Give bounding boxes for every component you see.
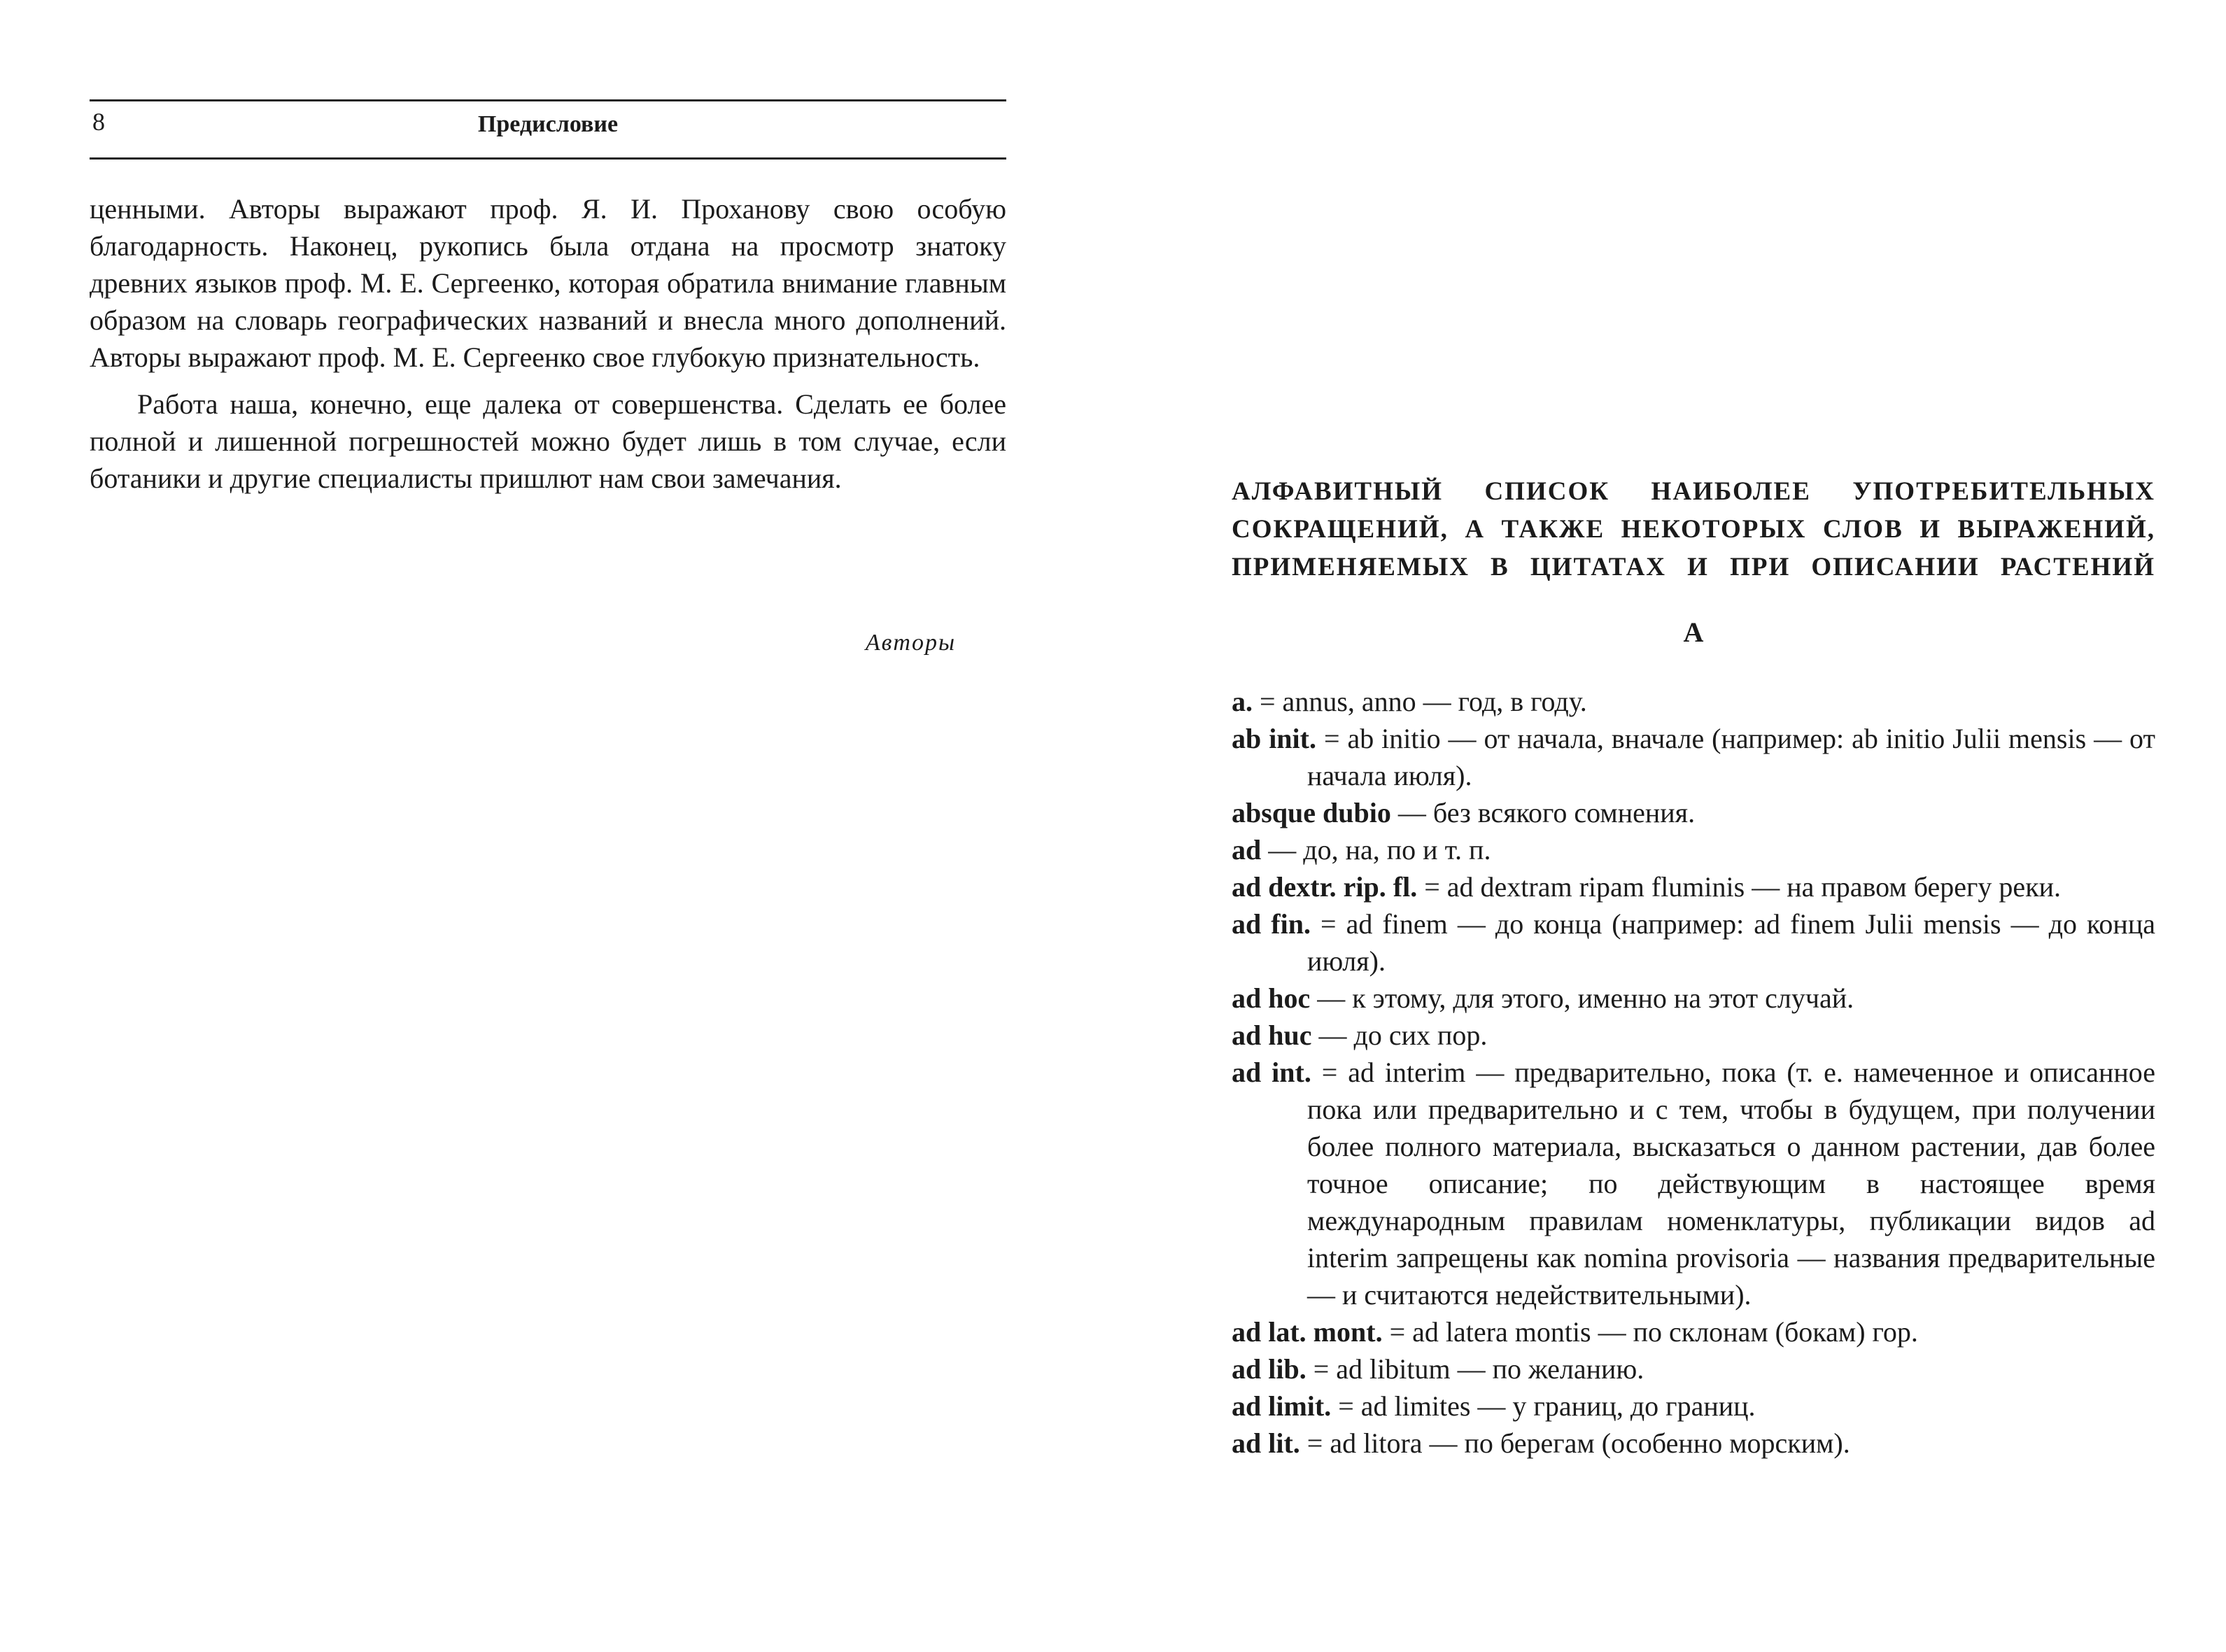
section-title-line: СОКРАЩЕНИЙ, А ТАКЖЕ НЕКОТОРЫХ СЛОВ И ВЫРАЖЕНИЙ, [1232,515,2155,544]
list-item [1232,1313,2155,1350]
list-item [1232,720,2155,794]
entry-definition: — к этому, для этого, именно на этот случай. [1317,982,1854,1014]
entry-definition: = annus, anno — год, в году. [1260,686,1587,717]
list-item [1232,1388,2155,1425]
entry-term: ad hoc [1232,982,1311,1014]
section-title [1232,473,2155,586]
paragraph: ценными. Авторы выражают проф. Я. И. Проханову свою особую благодарность. Наконец, рукопись была отдана на просмотр знатоку древних языков проф. М. Е. Сергеенко, которая обратила внимание главным образом на словарь географических названий и внесла много дополнений. Авторы выражают проф. М. Е. Сергеенко свое глубокую признательность. [90,193,1006,373]
list-item [1232,905,2155,980]
left-page [90,0,1006,1652]
list-item [1232,683,2155,720]
list-item [1232,980,2155,1017]
entry-definition: — до сих пор. [1318,1019,1488,1051]
list-item [1232,1350,2155,1388]
entry-term: ad int. [1232,1057,1311,1088]
entry-definition: = ad litora — по берегам (особенно морским). [1306,1427,1850,1459]
signature: Авторы [865,630,956,656]
list-item [1232,794,2155,831]
entry-term: ad limit. [1232,1390,1332,1422]
entry-definition: = ad finem — до конца (например: ad finem Julii mensis — до конца июля). [1307,908,2155,977]
entry-definition: = ad latera montis — по склонам (бокам) гор. [1389,1316,1918,1348]
entry-term: ad lit. [1232,1427,1300,1459]
entry-term: ad lat. mont. [1232,1316,1383,1348]
letter-heading: А [1683,616,1704,648]
entry-term: ad dextr. rip. fl. [1232,871,1418,903]
entry-term: ad fin. [1232,908,1311,940]
section-title-line: АЛФАВИТНЫЙ СПИСОК НАИБОЛЕЕ УПОТРЕБИТЕЛЬНЫХ [1232,477,2155,506]
entry-term: absque dubio [1232,797,1391,828]
entry-definition: = ad dextram ripam fluminis — на правом берегу реки. [1424,871,2062,903]
running-header [90,99,1006,160]
list-item [1232,1054,2155,1313]
entry-definition: = ad interim — предварительно, пока (т. е. намеченное и описанное пока или предварительно и с тем, чтобы в будущем, при получении более полного материала, высказаться о данном растении, дав более точное описание; по действующим в настоящее время международным правилам номенклатуры, публикации видов ad interim запрещены как nomina provisoria — названия предварительные — и считаются недействительными). [1307,1057,2156,1311]
entry-definition: = ad limites — у границ, до границ. [1338,1390,1756,1422]
entry-definition: = ab initio — от начала, вначале (например: ab initio Julii mensis — от начала июля). [1307,723,2155,791]
right-page [1232,0,2155,1652]
entry-term: ad lib. [1232,1353,1306,1385]
entry-definition: — без всякого сомнения. [1397,797,1696,828]
abbreviation-list [1232,683,2155,1462]
entry-term: ad [1232,834,1262,866]
section-title-line: ПРИМЕНЯЕМЫХ В ЦИТАТАХ И ПРИ ОПИСАНИИ РАСТЕНИЙ [1232,553,2155,581]
entry-term: ad huc [1232,1019,1312,1051]
entry-term: a. [1232,686,1253,717]
entry-definition: — до, на, по и т. п. [1268,834,1491,866]
paragraph: Работа наша, конечно, еще далека от совершенства. Сделать ее более полной и лишенной погрешностей можно будет лишь в том случае, если ботаники и другие специалисты пришлют нам свои замечания. [90,388,1006,494]
list-item [1232,868,2155,905]
list-item [1232,1425,2155,1462]
list-item [1232,831,2155,868]
entry-definition: = ad libitum — по желанию. [1313,1353,1644,1385]
entry-term: ab init. [1232,723,1316,754]
preface-text [90,190,1006,507]
page-number: 8 [92,108,105,136]
list-item [1232,1017,2155,1054]
running-title: Предисловие [477,111,619,137]
